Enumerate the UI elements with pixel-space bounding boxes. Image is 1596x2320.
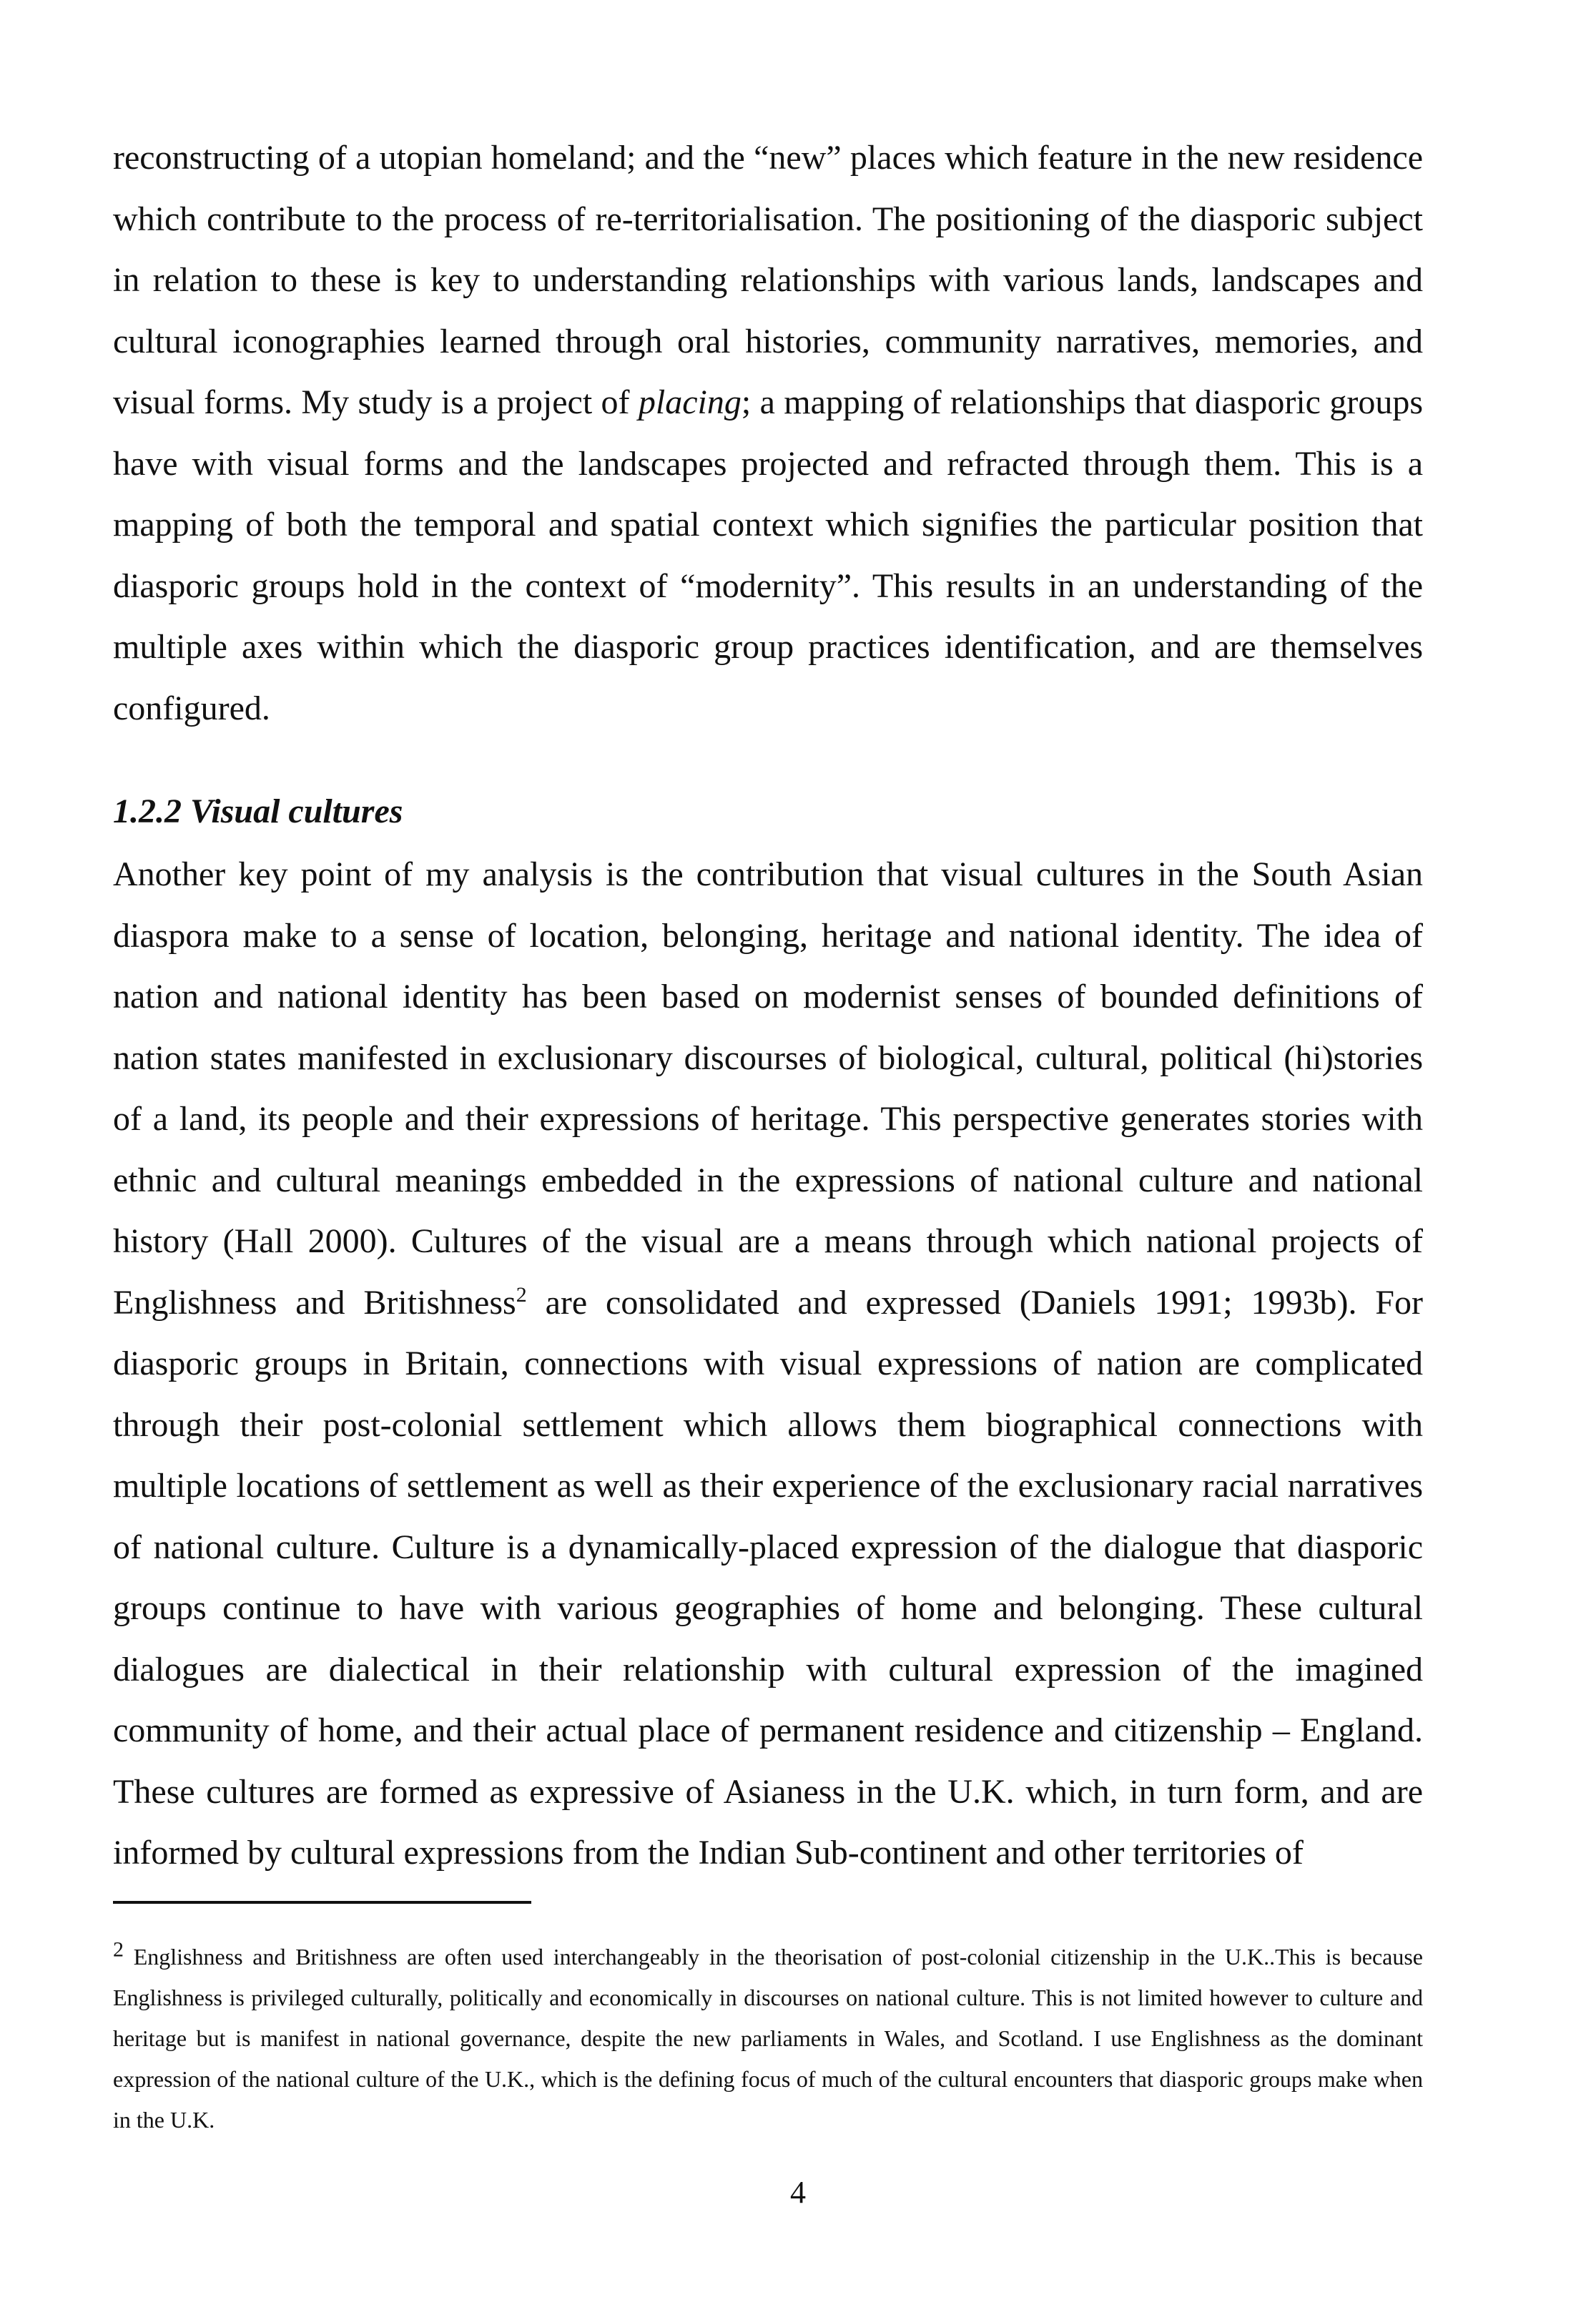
page-number: 4 <box>790 2175 806 2210</box>
paragraph-1-text-end: ; a mapping of relationships that diasporic groups have with visual forms and the landscapes projected and refracted through them. This is a mapping of both the temporal and spatial context which signifies the particular position that diasporic groups hold in the context of “modernity”. This results in an understanding of the multiple axes within which the diasporic group practices identification, and are themselves configured. <box>113 383 1423 727</box>
body-paragraph-1 <box>113 127 1423 739</box>
paragraph-2-text-end: are consolidated and expressed (Daniels 1991; 1993b). For diasporic groups in Britain, connections with visual expressions of nation are complicated through their post-colonial settlement which allows them biographical connections with multiple locations of settlement as well as their experience of the exclusionary racial narratives of national culture. Culture is a dynamically-placed expression of the dialogue that diasporic groups continue to have with various geographies of home and belonging. These cultural dialogues are dialectical in their relationship with cultural expression of the imagined community of home, and their actual place of permanent residence and citizenship – England. These cultures are formed as expressive of Asianess in the U.K. which, in turn form, and are informed by cultural expressions from the Indian Sub-continent and other territories of <box>113 1283 1423 1872</box>
footnote <box>113 1937 1423 2140</box>
footnote-marker: 2 <box>113 1937 124 1962</box>
paragraph-2-text-start: Another key point of my analysis is the contribution that visual cultures in the South Asian diaspora make to a sense of location, belonging, heritage and national identity. The idea of nation and national identity has been based on modernist senses of bounded definitions of nation states manifested in exclusionary discourses of biological, cultural, political (hi)stories of a land, its people and their expressions of heritage. This perspective generates stories with ethnic and cultural meanings embedded in the expressions of national culture and national history (Hall 2000). Cultures of the visual are a means through which national projects of Englishness and Britishness <box>113 855 1423 1322</box>
section-heading: 1.2.2 Visual cultures <box>113 792 403 830</box>
paragraph-1-text-start: reconstructing of a utopian homeland; and the “new” places which feature in the new residence which contribute to the process of re-territorialisation. The positioning of the diasporic subject in relation to these is key to understanding relationships with various lands, landscapes and cultural iconographies learned through oral histories, community narratives, memories, and visual forms. My study is a project of <box>113 139 1423 421</box>
emphasis-placing: placing <box>638 383 742 421</box>
footnote-reference: 2 <box>516 1282 527 1307</box>
footnote-separator <box>113 1901 531 1904</box>
footnote-text: Englishness and Britishness are often used interchangeably in the theorisation of post-colonial citizenship in the U.K..This is because Englishness is privileged culturally, politically and economically in discourses on national culture. This is not limited however to culture and heritage but is manifest in national governance, despite the new parliaments in Wales, and Scotland. I use Englishness as the dominant expression of the national culture of the U.K., which is the defining focus of much of the cultural encounters that diasporic groups make when in the U.K. <box>113 1944 1423 2133</box>
body-paragraph-2 <box>113 844 1423 1884</box>
